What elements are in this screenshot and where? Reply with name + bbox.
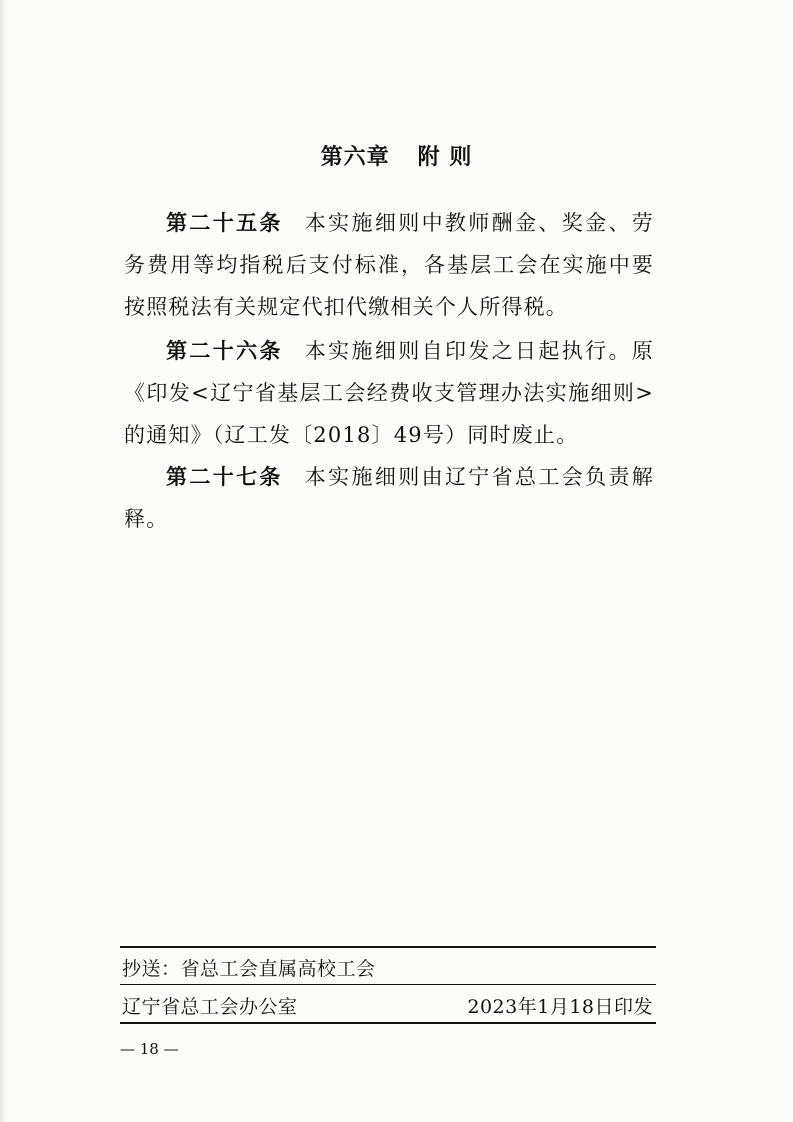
- article-text: 本实施细则中教师酬金、奖金、劳务费用等均指税后支付标准，各基层工会在实施中要按照税法有关规定代扣代缴相关个人所得税。: [124, 211, 655, 319]
- article-text: 本实施细则自印发之日起执行。原《印发<辽宁省基层工会经费收支管理办法实施细则>的通知》（辽工发〔2018〕49号）同时废止。: [124, 339, 655, 447]
- chapter-title: [0, 140, 793, 171]
- article-text: 本实施细则由辽宁省总工会负责解释。: [124, 465, 655, 531]
- article-label: 第二十七条: [166, 465, 283, 489]
- footer-rule-middle: [120, 984, 656, 985]
- chapter-number: 第六章: [320, 145, 390, 170]
- footer-rule-top: [120, 946, 656, 948]
- page-number: — 18 —: [120, 1040, 179, 1058]
- article-label: 第二十六条: [166, 339, 283, 363]
- footer-rule-bottom: [120, 1022, 656, 1024]
- chapter-name: 附 则: [417, 145, 473, 170]
- issue-date: 2023年1月18日印发: [467, 996, 653, 1018]
- article-25: [124, 202, 654, 328]
- article-label: 第二十五条: [166, 211, 283, 235]
- article-26: [124, 330, 654, 456]
- article-27: [124, 456, 654, 540]
- cc-recipients: 抄送：省总工会直属高校工会: [122, 958, 376, 980]
- issuing-office: 辽宁省总工会办公室: [122, 996, 298, 1018]
